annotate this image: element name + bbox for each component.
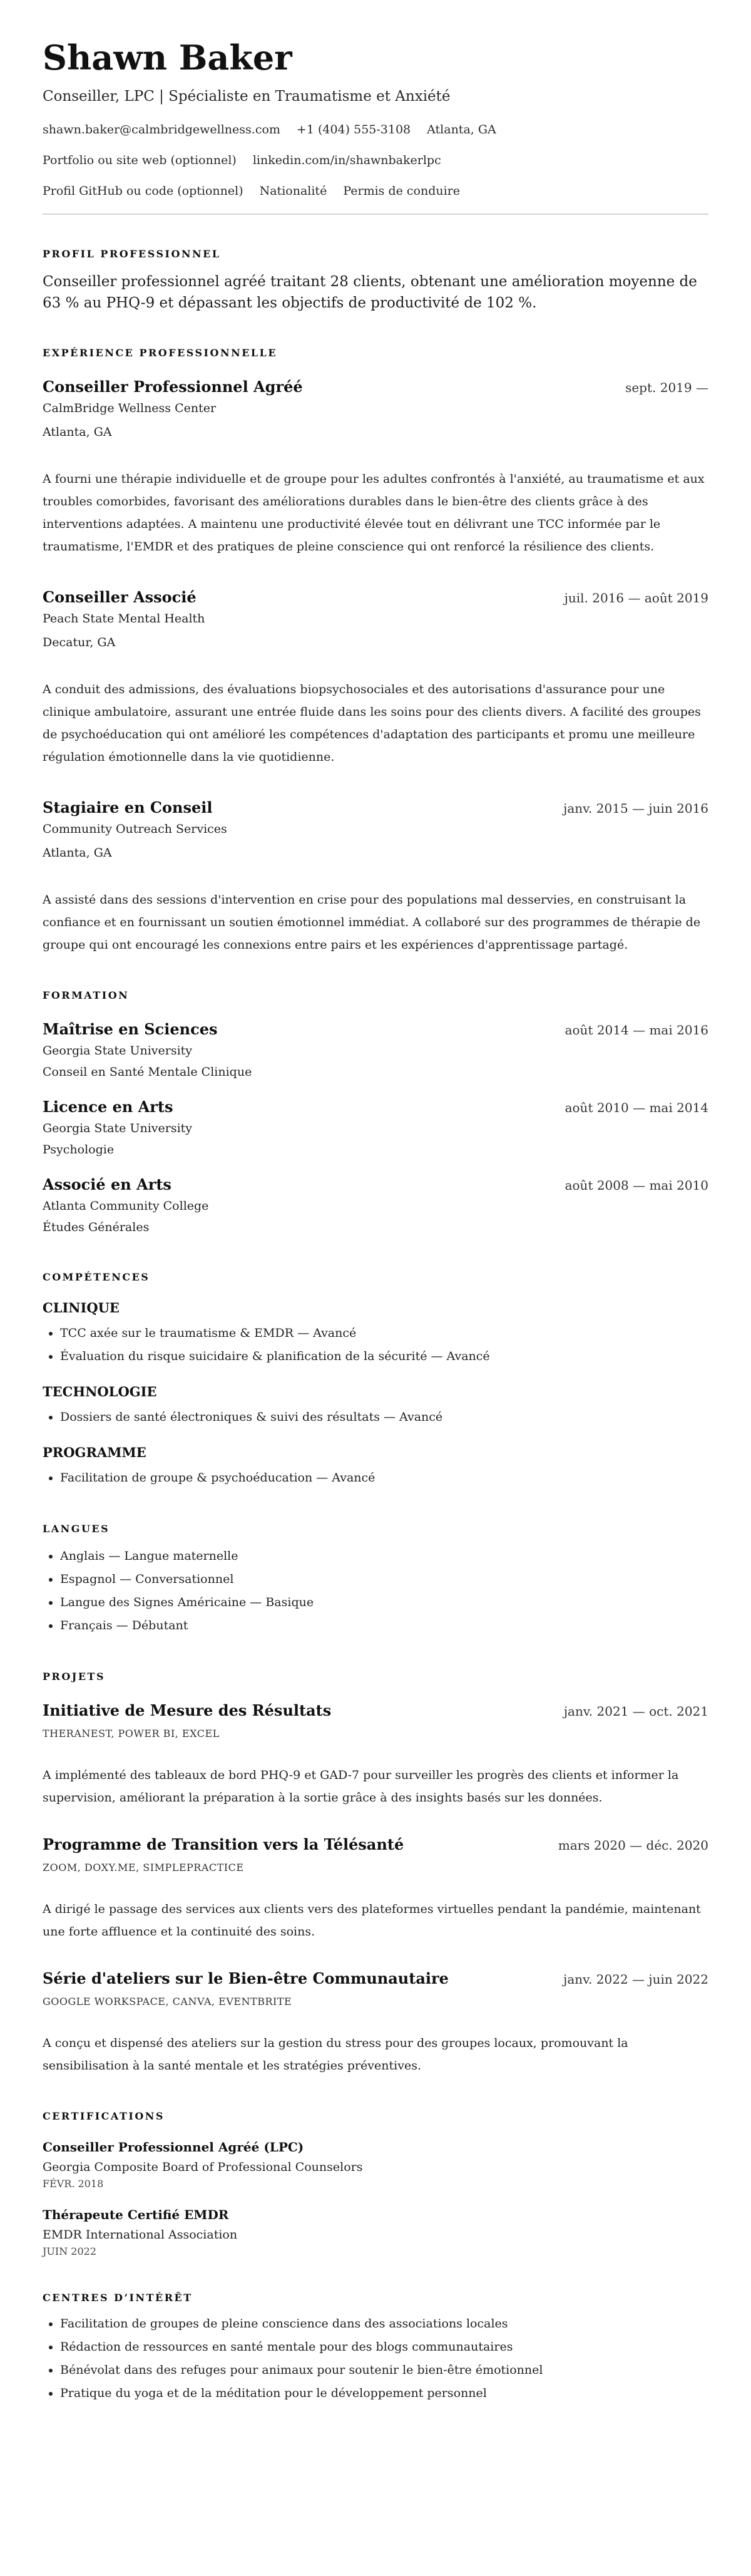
job-description: A fourni une thérapie individuelle et de groupe pour les adultes confrontés à l'anxiété, au traumatisme et aux troubles comorbides, favorisant des améliorations durables dans le bien-être des clients grâce à des interventions adaptées. A maintenu une productivité élevée tout en délivrant une TCC informée par le traumatisme, l'EMDR et des pratiques de pleine conscience qui ont renforcé la résilience des clients. bbox=[43, 472, 705, 554]
project-entry bbox=[43, 1834, 708, 1943]
contact-item: Portfolio ou site web (optionnel) bbox=[43, 153, 237, 167]
company-name: Community Outreach Services bbox=[43, 822, 227, 836]
certification-entry bbox=[43, 2205, 708, 2259]
job-header bbox=[43, 587, 708, 608]
project-technologies: ZOOM, DOXY.ME, SIMPLEPRACTICE bbox=[43, 1862, 244, 1873]
profile-section bbox=[43, 247, 708, 314]
certification-issuer: Georgia Composite Board of Professional Counselors bbox=[43, 2160, 363, 2174]
field-of-study: Psychologie bbox=[43, 1143, 115, 1157]
field-of-study: Études Générales bbox=[43, 1220, 150, 1234]
project-title: Initiative de Mesure des Résultats bbox=[43, 1701, 332, 1719]
project-description: A conçu et dispensé des ateliers sur la gestion du stress pour des groupes locaux, promouvant la sensibilisation à la santé mentale et les stratégies préventives. bbox=[43, 2036, 628, 2073]
project-dates: janv. 2022 — juin 2022 bbox=[563, 1972, 708, 1987]
interest-list bbox=[43, 2312, 708, 2405]
language-item: • Langue des Signes Américaine — Basique bbox=[60, 1591, 708, 1614]
certification-issuer: EMDR International Association bbox=[43, 2228, 238, 2242]
project-dates: janv. 2021 — oct. 2021 bbox=[563, 1704, 708, 1719]
contact-item: Permis de conduire bbox=[343, 184, 461, 198]
skill-item: • Évaluation du risque suicidaire & planification de la sécurité — Avancé bbox=[60, 1345, 708, 1368]
degree: Maîtrise en Sciences bbox=[43, 1020, 218, 1038]
interest-item: • Bénévolat dans des refuges pour animaux pour soutenir le bien-être émotionnel bbox=[60, 2359, 708, 2382]
skill-list bbox=[43, 1466, 708, 1490]
job-title: Stagiaire en Conseil bbox=[43, 798, 213, 817]
resume-header bbox=[43, 33, 708, 199]
education-entry bbox=[43, 1019, 708, 1083]
section-heading: EXPÉRIENCE PROFESSIONNELLE bbox=[43, 347, 278, 359]
project-entry bbox=[43, 1968, 708, 2077]
section-heading: PROJETS bbox=[43, 1671, 105, 1682]
school-name: Georgia State University bbox=[43, 1044, 193, 1058]
education-header bbox=[43, 1174, 708, 1195]
job-entry bbox=[43, 376, 708, 558]
contact-row bbox=[43, 152, 708, 168]
company-name: CalmBridge Wellness Center bbox=[43, 401, 217, 415]
contact-item: Atlanta, GA bbox=[427, 123, 496, 137]
job-description: A conduit des admissions, des évaluations biopsychosociales et des autorisations d'assurance pour une clinique ambulatoire, assurant une entrée fluide dans les soins pour des clients divers. A facilité des groupes de psychoéducation qui ont amélioré les compétences d'adaptation des participants et promu une meilleure régulation émotionnelle dans la vie quotidienne. bbox=[43, 683, 701, 764]
contact-item: shawn.baker@calmbridgewellness.com bbox=[43, 123, 280, 137]
experience-section bbox=[43, 346, 708, 956]
skills-section bbox=[43, 1270, 708, 1490]
section-heading: CERTIFICATIONS bbox=[43, 2110, 165, 2122]
project-title: Programme de Transition vers la Télésanté bbox=[43, 1835, 404, 1853]
contact-item: Profil GitHub ou code (optionnel) bbox=[43, 184, 243, 198]
certifications-section bbox=[43, 2110, 708, 2259]
contact-row bbox=[43, 121, 708, 138]
contact-item: linkedin.com/in/shawnbakerlpc bbox=[252, 153, 441, 167]
project-header bbox=[43, 1968, 708, 1989]
profile-text: Conseiller professionnel agréé traitant 28 clients, obtenant une amélioration moyenne de 63 % au PHQ-9 et dépassant les objectifs de productivité de 102 %. bbox=[43, 274, 697, 311]
degree: Licence en Arts bbox=[43, 1098, 173, 1116]
job-title: Conseiller Professionnel Agréé bbox=[43, 378, 303, 396]
job-header bbox=[43, 797, 708, 818]
contact-row bbox=[43, 183, 708, 199]
job-entry bbox=[43, 797, 708, 956]
section-heading: COMPÉTENCES bbox=[43, 1271, 150, 1283]
contact-item: Nationalité bbox=[259, 184, 327, 198]
languages-section bbox=[43, 1522, 708, 1637]
school-name: Atlanta Community College bbox=[43, 1199, 209, 1213]
education-dates: août 2008 — mai 2010 bbox=[565, 1178, 708, 1193]
section-heading: PROFIL PROFESSIONNEL bbox=[43, 248, 221, 260]
job-dates: janv. 2015 — juin 2016 bbox=[563, 801, 708, 816]
certification-title: Thérapeute Certifié EMDR bbox=[43, 2207, 229, 2222]
skill-list bbox=[43, 1406, 708, 1429]
project-header bbox=[43, 1834, 708, 1855]
company-name: Peach State Mental Health bbox=[43, 612, 205, 626]
skill-category: CLINIQUE bbox=[43, 1300, 120, 1316]
degree: Associé en Arts bbox=[43, 1175, 171, 1193]
job-entry bbox=[43, 587, 708, 768]
job-description: A assisté dans des sessions d'intervention en crise pour des populations mal desservies, en construisant la confiance et en fournissant un soutien émotionnel immédiat. A collaboré sur des programmes de thérapie de groupe qui ont encouragé les connexions entre pairs et les expériences d'apprentissage partagé. bbox=[43, 893, 701, 952]
skill-category: PROGRAMME bbox=[43, 1445, 146, 1460]
education-header bbox=[43, 1096, 708, 1118]
education-section bbox=[43, 989, 708, 1238]
project-technologies: GOOGLE WORKSPACE, CANVA, EVENTBRITE bbox=[43, 1996, 292, 2007]
language-list bbox=[43, 1545, 708, 1637]
certification-title: Conseiller Professionnel Agréé (LPC) bbox=[43, 2140, 304, 2155]
section-heading: FORMATION bbox=[43, 989, 130, 1001]
skill-item: • TCC axée sur le traumatisme & EMDR — Avancé bbox=[60, 1322, 708, 1345]
certification-date: FÉVR. 2018 bbox=[43, 2178, 104, 2190]
education-header bbox=[43, 1019, 708, 1040]
certification-entry bbox=[43, 2137, 708, 2191]
section-heading: CENTRES D’INTÉRÊT bbox=[43, 2292, 193, 2304]
candidate-name: Shawn Baker bbox=[43, 38, 292, 78]
project-entry bbox=[43, 1700, 708, 1809]
interest-item: • Pratique du yoga et de la méditation pour le développement personnel bbox=[60, 2382, 708, 2405]
section-heading: LANGUES bbox=[43, 1523, 110, 1535]
project-header bbox=[43, 1700, 708, 1721]
interest-item: • Facilitation de groupes de pleine conscience dans des associations locales bbox=[60, 2312, 708, 2336]
project-technologies: THERANEST, POWER BI, EXCEL bbox=[43, 1728, 220, 1739]
contact-info bbox=[43, 121, 708, 199]
skill-item: • Facilitation de groupe & psychoéducation — Avancé bbox=[60, 1466, 708, 1490]
project-title: Série d'ateliers sur le Bien-être Communautaire bbox=[43, 1969, 449, 1987]
skill-category: TECHNOLOGIE bbox=[43, 1384, 157, 1399]
education-dates: août 2014 — mai 2016 bbox=[565, 1023, 708, 1038]
candidate-subtitle: Conseiller, LPC | Spécialiste en Traumatisme et Anxiété bbox=[43, 88, 451, 105]
education-entry bbox=[43, 1174, 708, 1238]
job-title: Conseiller Associé bbox=[43, 588, 197, 606]
skill-item: • Dossiers de santé électroniques & suivi des résultats — Avancé bbox=[60, 1406, 708, 1429]
interest-item: • Rédaction de ressources en santé mentale pour des blogs communautaires bbox=[60, 2336, 708, 2359]
certification-date: JUIN 2022 bbox=[43, 2245, 97, 2257]
job-location: Atlanta, GA bbox=[43, 846, 112, 860]
school-name: Georgia State University bbox=[43, 1121, 193, 1135]
education-dates: août 2010 — mai 2014 bbox=[565, 1100, 708, 1115]
job-location: Atlanta, GA bbox=[43, 425, 112, 439]
project-description: A dirigé le passage des services aux clients vers des plateformes virtuelles pendant la pandémie, maintenant une forte affluence et la continuité des soins. bbox=[43, 1902, 701, 1939]
language-item: • Anglais — Langue maternelle bbox=[60, 1545, 708, 1568]
skill-list bbox=[43, 1322, 708, 1368]
job-header bbox=[43, 376, 708, 398]
project-dates: mars 2020 — déc. 2020 bbox=[558, 1838, 708, 1853]
job-location: Decatur, GA bbox=[43, 636, 116, 649]
language-item: • Espagnol — Conversationnel bbox=[60, 1568, 708, 1591]
education-entry bbox=[43, 1096, 708, 1160]
job-dates: juil. 2016 — août 2019 bbox=[564, 590, 708, 605]
job-dates: sept. 2019 — bbox=[625, 380, 708, 395]
contact-item: +1 (404) 555-3108 bbox=[296, 123, 411, 137]
field-of-study: Conseil en Santé Mentale Clinique bbox=[43, 1065, 252, 1079]
project-description: A implémenté des tableaux de bord PHQ-9 et GAD-7 pour surveiller les progrès des clients et informer la supervision, améliorant la préparation à la sortie grâce à des insights basés sur les données. bbox=[43, 1768, 679, 1805]
interests-section bbox=[43, 2291, 708, 2405]
language-item: • Français — Débutant bbox=[60, 1614, 708, 1637]
header-divider bbox=[43, 214, 708, 215]
projects-section bbox=[43, 1670, 708, 2077]
